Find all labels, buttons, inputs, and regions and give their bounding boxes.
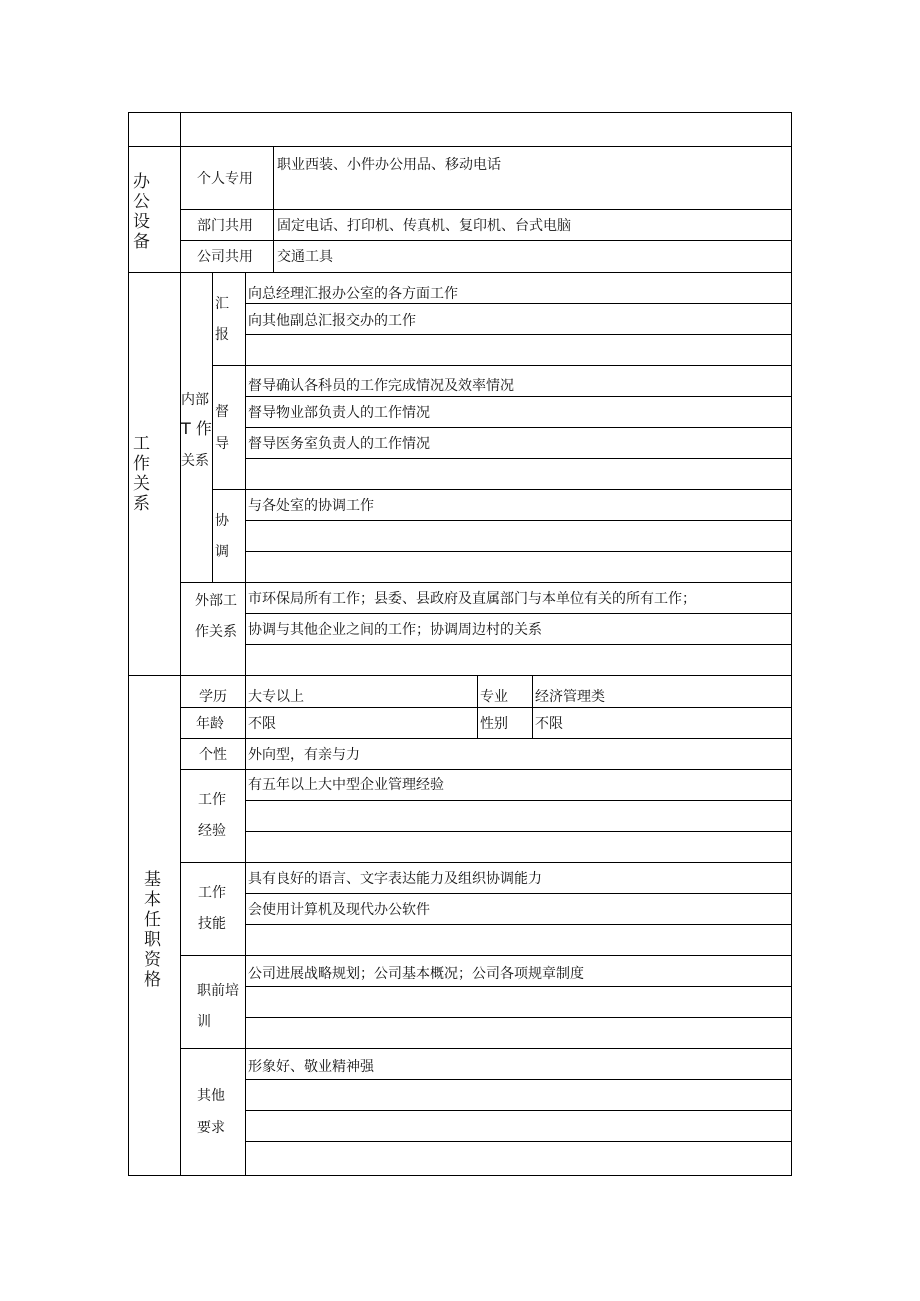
supervise-item: 督导医务室负责人的工作情况	[248, 436, 430, 452]
row-divider	[180, 209, 792, 210]
row-divider	[245, 924, 792, 925]
report-item: 向总经理汇报办公室的各方面工作	[248, 286, 458, 302]
column-divider	[245, 272, 246, 676]
external-item: 协调与其他企业之间的工作；协调周边村的关系	[248, 622, 542, 638]
field-label-experience: 工作	[198, 792, 226, 808]
row-divider	[128, 675, 792, 676]
field-value-department-shared: 固定电话、打印机、传真机、复印机、台式电脑	[277, 218, 571, 234]
section-label-office-equipment: 公	[133, 192, 150, 212]
row-divider	[128, 272, 792, 273]
supervise-item: 督导物业部负责人的工作情况	[248, 405, 430, 421]
skills-item: 会使用计算机及现代办公软件	[248, 902, 430, 918]
external-item: 市环保局所有工作；县委、县政府及直属部门与本单位有关的所有工作；	[248, 591, 696, 607]
row-divider	[180, 862, 792, 863]
row-divider	[245, 831, 792, 832]
row-divider	[180, 955, 792, 956]
row-divider	[180, 240, 792, 241]
row-divider	[245, 551, 792, 552]
row-divider	[180, 769, 792, 770]
row-divider	[245, 644, 792, 645]
row-divider	[245, 1079, 792, 1080]
section-label-qualifications: 格	[144, 970, 161, 990]
row-divider	[245, 613, 792, 614]
external-relations-label: 作关系	[195, 624, 237, 640]
section-label-work-relations: 工	[133, 434, 150, 454]
field-value-gender: 不限	[535, 716, 563, 732]
row-divider	[245, 520, 792, 521]
field-label-skills: 技能	[198, 916, 226, 932]
section-label-qualifications: 任	[144, 910, 161, 930]
section-label-work-relations: 作	[133, 454, 150, 474]
section-label-office-equipment: 办	[133, 172, 150, 192]
row-divider	[245, 1141, 792, 1142]
row-divider	[245, 800, 792, 801]
field-label-other-requirements: 其他	[197, 1088, 225, 1104]
row-divider	[245, 1110, 792, 1111]
field-value-personality: 外向型，有亲与力	[248, 747, 360, 763]
supervise-label: 导	[215, 436, 229, 452]
section-label-qualifications: 职	[144, 930, 161, 950]
field-value-education: 大专以上	[248, 689, 304, 705]
row-divider	[212, 489, 792, 490]
row-divider	[180, 738, 792, 739]
row-divider	[180, 707, 792, 708]
field-label-experience: 经验	[198, 823, 226, 839]
table-border-top	[128, 112, 792, 113]
row-divider	[128, 146, 792, 147]
column-divider	[212, 272, 213, 583]
field-label-other-requirements: 要求	[197, 1120, 225, 1136]
supervise-label: 督	[215, 404, 229, 420]
internal-relations-label: 关系	[181, 453, 209, 469]
field-label-training: 职前培	[197, 983, 239, 999]
row-divider	[245, 334, 792, 335]
skills-item: 具有良好的语言、文字表达能力及组织协调能力	[248, 871, 542, 887]
column-divider	[273, 146, 274, 273]
field-label-department-shared: 部门共用	[197, 218, 253, 234]
field-value-company-shared: 交通工具	[277, 249, 333, 265]
internal-relations-label: T 作	[181, 419, 212, 438]
coordinate-label: 协	[215, 513, 229, 529]
section-label-work-relations: 系	[133, 494, 150, 514]
external-relations-label: 外部工	[195, 593, 237, 609]
field-label-major: 专业	[480, 689, 508, 705]
training-item: 公司进展战略规划；公司基本概况；公司各项规章制度	[248, 966, 584, 982]
row-divider	[245, 893, 792, 894]
section-label-qualifications: 本	[144, 890, 161, 910]
report-label: 报	[215, 327, 229, 343]
coordinate-item: 与各处室的协调工作	[248, 498, 374, 514]
report-label: 汇	[215, 296, 229, 312]
field-label-skills: 工作	[198, 885, 226, 901]
row-divider	[245, 986, 792, 987]
row-divider	[245, 1017, 792, 1018]
section-label-work-relations: 关	[133, 474, 150, 494]
supervise-item: 督导确认各科员的工作完成情况及效率情况	[248, 378, 514, 394]
field-value-age: 不限	[248, 716, 276, 732]
field-label-personal-use: 个人专用	[197, 171, 253, 187]
coordinate-label: 调	[215, 544, 229, 560]
field-label-personality: 个性	[199, 747, 227, 763]
row-divider	[180, 582, 792, 583]
section-label-office-equipment: 备	[133, 232, 150, 252]
row-divider	[245, 303, 792, 304]
field-label-education: 学历	[199, 689, 227, 705]
row-divider	[245, 427, 792, 428]
row-divider	[180, 1048, 792, 1049]
field-value-personal-use: 职业西装、小件办公用品、移动电话	[277, 157, 501, 173]
experience-item: 有五年以上大中型企业管理经验	[248, 777, 444, 793]
field-label-gender: 性别	[480, 716, 508, 732]
table-border-bottom	[128, 1175, 792, 1176]
section-label-qualifications: 资	[144, 950, 161, 970]
other-requirements-item: 形象好、敬业精神强	[248, 1059, 374, 1075]
field-label-training: 训	[197, 1014, 211, 1030]
row-divider	[245, 396, 792, 397]
field-label-age: 年龄	[196, 716, 224, 732]
column-divider	[245, 675, 246, 1176]
section-label-qualifications: 基	[144, 870, 161, 890]
field-label-company-shared: 公司共用	[197, 249, 253, 265]
section-label-office-equipment: 设	[133, 212, 150, 232]
report-item: 向其他副总汇报交办的工作	[248, 313, 416, 329]
row-divider	[245, 458, 792, 459]
field-value-major: 经济管理类	[535, 689, 605, 705]
row-divider	[212, 365, 792, 366]
internal-relations-label: 内部	[181, 392, 209, 408]
